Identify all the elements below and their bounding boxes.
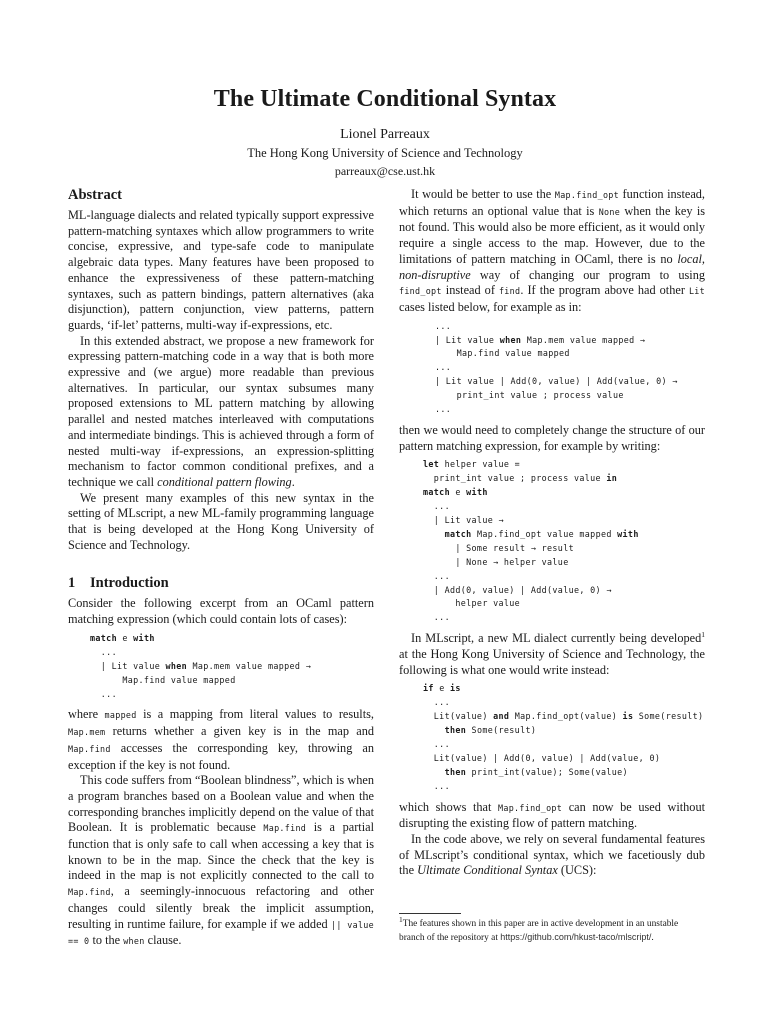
right-column (399, 187, 705, 944)
left-column (68, 187, 374, 950)
code-block-2: ... | Lit value when Map.mem value mapped → Map.find value mapped ... | Lit value | Add(0, value) | Add(value, 0) → print_int value ; process value ... (435, 320, 678, 415)
body-paragraph-4: which shows that Map.find_opt can now be used without disrupting the existing flow of pattern matching. (399, 799, 706, 831)
code-block-3: let helper value = print_int value ; process value in match e with ... | Lit value → match Map.find_opt value mapped with | Some result → result | None → helper value ... | Add(0, value) | Add(value, 0) → helper value ... (423, 459, 639, 623)
abstract-paragraph-3: We present many examples of this new syntax in the setting of MLscript, a new ML-family programming language that is being developed at the Hong Kong University of Science and Technology. (68, 490, 374, 552)
intro-paragraph-2: where mapped is a mapping from literal values to results, Map.mem returns whether a given key is in the map and Map.find accesses the corresponding key, throwing an exception if the key is not found. (68, 707, 375, 772)
intro-paragraph-3: This code suffers from “Boolean blindness”, which is when a program branches based on a Boolean value and when the corresponding branches implicitly depend on the value of that Boolean. It is problematic because Map.find is a partial function that is only safe to call when accessing a key that is known to be in the map. Since the check that the key is indeed in the map is not explicitly connected to the call to Map.find, a seemingly-innocuous refactoring and other changes could silently break the implicit assumption, resulting in runtime failure, for example if we added || value == 0 to the when clause. (68, 773, 374, 948)
body-paragraph-5: In the code above, we rely on several fundamental features of MLscript’s conditional syntax, which we facetiously dub the Ultimate Conditional Syntax (UCS): (399, 832, 705, 878)
introduction-heading: 1 Introduction (68, 575, 169, 592)
intro-paragraph-1: Consider the following excerpt from an OCaml pattern matching expression (which could contain lots of cases): (68, 596, 374, 627)
body-paragraph-3: In MLscript, a new ML dialect currently being developed$^1$ at the Hong Kong University of Science and Technology, the following is what one would write instead: (399, 630, 705, 677)
author-affiliation: The Hong Kong University of Science and Technology (247, 146, 523, 160)
abstract-paragraph-2: In this extended abstract, we propose a new framework for expressing pattern-matching code in a way that is both more expressive and (we argue) more readable than previous alternatives. In particular, our syntax subsumes many proposed extensions to ML pattern matching by allowing parallel and nested matches interleaved with computations and intermediate bindings. This is achieved through a form of nested multi-way if-expressions, an expression-splitting mechanism to factor common conditional prefixes, and a technique we call conditional pattern flowing. (68, 333, 374, 489)
body-paragraph-1: It would be better to use the Map.find_opt function instead, which returns an optional value that is None when the key is not found. This would also be more efficient, as it would only require a single access to the map. However, due to the limitations of pattern matching in OCaml, there is no local, non-disruptive way of changing our program to using find_opt instead of find. If the program above had other Lit cases listed below, for example as in: (399, 187, 706, 314)
paper-title: The Ultimate Conditional Syntax (213, 86, 557, 112)
author-name: Lionel Parreaux (340, 127, 430, 142)
footnote-divider (399, 913, 461, 914)
author-email: parreaux@cse.ust.hk (334, 164, 436, 178)
footnote: $^1$The features shown in this paper are in active development in an unstable branch of the repository at https://github.com/hkust-taco/mlscript/. (399, 915, 679, 943)
code-block-1: match e with ... | Lit value when Map.mem value mapped → Map.find value mapped ... (90, 632, 312, 699)
body-paragraph-2: then we would need to completely change the structure of our pattern matching expression, for example by writing: (399, 422, 705, 453)
abstract-paragraph-1: ML-language dialects and related typically support expressive pattern-matching syntaxes which allow programmers to write concise, expressive, and type-safe code to manipulate algebraic data types. Many features have been proposed to enhance the expressiveness of these pattern-matching syntaxes, such as pattern bindings, pattern alternatives (aka disjunction), pattern conjunction, view patterns, pattern guards, ‘if-let’ patterns, multi-way if-expressions, etc. (68, 208, 374, 332)
paper-header (0, 86, 770, 179)
repository-link[interactable]: https://github.com/hkust-taco/mlscript/ (500, 931, 652, 942)
abstract-heading: Abstract (68, 187, 122, 203)
code-block-4: if e is ... Lit(value) and Map.find_opt(value) is Some(result) then Some(result) ... Lit(value) | Add(0, value) | Add(value, 0) then print_int(value); Some(value) ... (423, 683, 704, 791)
